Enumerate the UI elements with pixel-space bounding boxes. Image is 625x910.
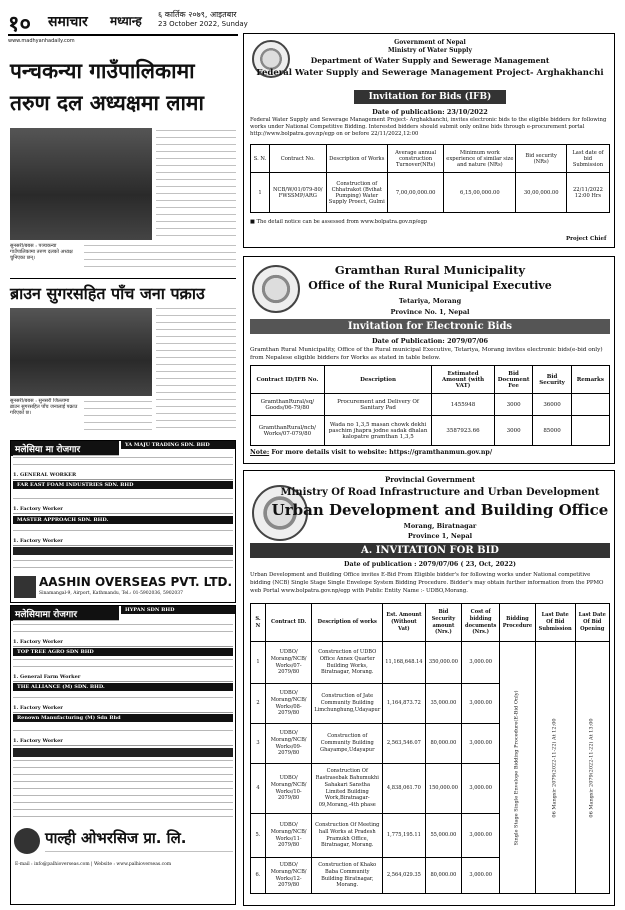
procedure-cell	[500, 642, 536, 894]
opening-cell	[575, 642, 610, 894]
cell: 7,00,00,000.00	[388, 173, 444, 213]
notice-udbo	[243, 470, 615, 906]
article-2-side	[156, 306, 236, 434]
th: S. N.	[251, 145, 270, 173]
company-2-2: TOP TREE AGRO SDN BHD	[13, 648, 233, 656]
cell: UDBO/ Morang/NCB/ Works/07-2079/80	[265, 642, 311, 684]
cell: Wada no 1,3,5 masan chowk dekhi paschim jhapra jodne sadak dhalan kalopatre gramthan 1,3,5	[324, 416, 432, 446]
th: Description	[324, 366, 432, 394]
paper-name: मध्यान्ह	[110, 14, 142, 28]
cell: 80,000.00	[425, 724, 462, 764]
ifb3-table	[250, 603, 610, 894]
udbo-province-gov: Provincial Government	[384, 475, 476, 484]
cell: 22/11/2022 12:00 Hrs	[566, 173, 609, 213]
ifb1-date: Date of publication: 23/10/2022	[372, 108, 488, 116]
cell: 3587923.66	[432, 416, 494, 446]
ifb2-note-label: Note:	[250, 449, 270, 456]
jobs-ad-1-title: मलेसिया मा रोजगार	[11, 441, 119, 456]
jobs-ad-2-title: मलेसियामा रोजगार	[11, 606, 119, 621]
agency-2-name: पाल्ही ओभरसिज प्रा. लि.	[45, 829, 187, 847]
th: Minimum work experience of similar size and nature (NRs)	[444, 145, 516, 173]
cell: 3,000.00	[462, 814, 500, 858]
cell: 1	[251, 173, 270, 213]
cell: Procurement and Delivery Of Sanitary Pad	[324, 394, 432, 416]
cell: UDBO/ Morang/NCB/ Works/12-2079/80	[265, 858, 311, 894]
cell	[571, 394, 609, 416]
th: Remarks	[571, 366, 609, 394]
cell: 350,000.00	[425, 642, 462, 684]
th: Contract ID.	[265, 604, 311, 642]
article-1-text	[156, 126, 236, 242]
cell: 30,00,000.00	[516, 173, 566, 213]
cell: 80,000.00	[425, 858, 462, 894]
cell: 3,000.00	[462, 764, 500, 814]
cell: 1,164,873.72	[383, 684, 425, 724]
th: Last date of bid Submission	[566, 145, 609, 173]
ifb2-bar: Invitation for Electronic Bids	[250, 319, 610, 334]
jobs-ad-2	[10, 605, 236, 905]
th: Average annual construction Turnover(NRs)	[388, 145, 444, 173]
ifb2-table	[250, 365, 610, 446]
cell: Construction of Community Building Ghayampe,Udayapur	[312, 724, 383, 764]
cell: 2	[251, 684, 266, 724]
cell: 1	[251, 642, 266, 684]
cell: Construction of Chhatrakot (Bvihat Pumping) Water Supply Proect, Gulmi	[326, 173, 388, 213]
cell: 11,168,648.14	[383, 642, 425, 684]
company-1-3: MASTER APPROACH SDN. BHD.	[13, 516, 233, 524]
section-name: समाचार	[48, 14, 88, 30]
job-row-2-4: 1. Factory Worker	[13, 738, 233, 746]
company-1-1: YA MAJU TRADING SDN. BHD	[121, 441, 235, 449]
th: Cost of bidding documents (Nrs.)	[462, 604, 500, 642]
th: Bid security (NRs)	[516, 145, 566, 173]
ifb3-body: Urban Development and Building Office invites E-Bid From Eligible bidder's for following works under National competitive bidding (NCB) Single Stage Single Envelope System Bidding Procedure. Bidder's may obtain further information from the PPMO web Portal www.bolpatra.gov.np/egp with Public Entity Name :- UDBO,Morang.	[250, 572, 604, 594]
gramthan-title: Gramthan Rural Municipality	[334, 263, 526, 277]
company-1-2: FAR EAST FOAM INDUSTRIES SDN. BHD	[13, 481, 233, 489]
ifb3-bar: A. INVITATION FOR BID	[250, 543, 610, 558]
table-row	[251, 416, 610, 446]
article-2-body	[84, 398, 152, 436]
ifb2-body: Gramthan Rural Municipality, Office of the Rural municipal Executive, Tetariya, Morang invites electronic bids(e-bid only) from Nepalese eligible bidders for Works as stated in table below.	[250, 347, 603, 361]
udbo-province: Province 1, Nepal	[407, 532, 473, 540]
cell: Construction of Jate Community Building Limchunghung,Udayapur	[312, 684, 383, 724]
cell: 4	[251, 764, 266, 814]
headline-1a: पन्चकन्या गाउँपालिकामा	[10, 59, 195, 83]
table-row	[251, 173, 610, 213]
gov-label: Government of Nepal	[394, 39, 466, 46]
ifb1-note: ■ The detail notice can be assessed from www.bolpatra.gov.np/egp	[250, 219, 428, 225]
udbo-office: Urban Development and Building Office	[271, 501, 609, 519]
cell: NCB/W/01/079-80/ FWSSMP/ARG	[270, 173, 326, 213]
th: Last Date Of Bid Submission	[535, 604, 575, 642]
th: Description of works	[312, 604, 383, 642]
headline-1b: तरुण दल अध्यक्षमा लामा	[10, 91, 204, 115]
department-label: Department of Water Supply and Sewerage Management	[310, 56, 550, 65]
submission-text: 06 Mangsir 2079(2022-11-22) At 12:00	[551, 717, 558, 818]
agency-1-address: Sinamangal-9, Airport, Kathmandu, Tel.: 01-5902036, 5902037	[39, 591, 184, 596]
caption-2: सुनसरी/बबस : सुनसरी जिल्लामा ब्राउन सुगरसहित पाँच जनालाई पक्राउ गरिएको छ।	[10, 398, 78, 416]
company-2-3: THE ALLIANCE (M) SDN. BHD.	[13, 683, 233, 691]
udbo-place: Morang, Biratnagar	[403, 522, 477, 530]
cell: 35,000.00	[425, 684, 462, 724]
cell: 55,000.00	[425, 814, 462, 858]
table-row	[251, 394, 610, 416]
opening-text: 06 Mangsir 2079(2022-11-22) At 13:00	[588, 717, 595, 818]
job-row-1: 1. GENERAL WORKER	[13, 472, 233, 480]
cell: 36000	[533, 394, 571, 416]
cell: 1455948	[432, 394, 494, 416]
th: Bid Security amount (Nrs.)	[425, 604, 462, 642]
job-row-2-3: 1. Factory Worker	[13, 705, 233, 713]
company-2-1: HYPAN SDN BHD	[121, 606, 235, 614]
page-number: १०	[8, 12, 31, 37]
cell: GramthanRural/ncb/ Works/07-079/80	[251, 416, 325, 446]
cell: Construction of UDBO Office Annex Quarter Building Works, Biratnagar, Morang.	[312, 642, 383, 684]
cell: UDBO/ Morang/NCB/ Works/08-2079/80	[265, 684, 311, 724]
article-1-body	[84, 243, 236, 273]
gramthan-province: Province No. 1, Nepal	[390, 308, 470, 316]
th: Last Date Of Bid Opening	[575, 604, 610, 642]
agency-2-contact: E-mail : info@palhioverseas.com | Website : www.palhioverseas.com	[15, 862, 172, 867]
ministry-label: Ministry of Water Supply	[388, 47, 472, 54]
th: S. N	[251, 604, 266, 642]
job-row-3: 1. Factory Worker	[13, 538, 233, 546]
ifb1-body: Federal Water Supply and Sewerage Management Project- Arghakhanchi, invites electronic bids to the eligible bidders for following works under National Competitive Bidding. Interested bidders should submit only online bids through e-procurement portal http://www.bolpatra.gov.np/egp on or before 22/11/2022,12:00	[250, 117, 607, 137]
th: Description of Works	[326, 145, 388, 173]
date-nepali: ६ कार्तिक २०७९, आइतबार	[158, 10, 237, 19]
agency-2-logo	[14, 828, 40, 854]
cell: 3,000.00	[462, 642, 500, 684]
th: Bid Security	[533, 366, 571, 394]
cell: 6.	[251, 858, 266, 894]
cell: 2,563,546.07	[383, 724, 425, 764]
news-photo-2	[10, 308, 152, 396]
th: Bid Document Fee	[494, 366, 533, 394]
cell: 3000	[494, 416, 533, 446]
cell: 2,564,029.35	[383, 858, 425, 894]
th: Est. Amount (Without Vat)	[383, 604, 425, 642]
cell: 1,775,195.11	[383, 814, 425, 858]
submission-cell	[535, 642, 575, 894]
gramthan-office: Office of the Rural Municipal Executive	[308, 279, 552, 292]
website: www.madhyanhadaily.com	[8, 38, 75, 44]
ifb2-note	[250, 449, 492, 456]
notice-water-supply	[243, 33, 615, 248]
agency-1-name: AASHIN OVERSEAS PVT. LTD.	[39, 575, 233, 589]
cell: Construction Of Rastrasebak Bahumukhi Sahakari Sanstha Limited Building Work,Biratnagar-09,Morang,-4th phase	[312, 764, 383, 814]
ifb1-sign: Project Chief	[566, 236, 607, 242]
job-row-2: 1. Factory Worker	[13, 506, 233, 514]
cell: 3000	[494, 394, 533, 416]
job-row-2-2: 1. General Farm Worker	[13, 674, 233, 682]
cell: Construction of Khako Baba Community Building Biratnagar, Morang.	[312, 858, 383, 894]
ifb2-note-text: For more details visit to website: https://gramthanmun.gov.np/	[271, 449, 493, 456]
cell: Construction Of Meeting hall Works at Pradesh Pramukh Office, Biratnagar, Morang.	[312, 814, 383, 858]
udbo-ministry: Ministry Of Road Infrastructure and Urban Development	[280, 487, 600, 498]
job-row-2-1: 1. Factory Worker	[13, 639, 233, 647]
gramthan-place: Tetariya, Morang	[398, 297, 462, 305]
project-label: Federal Water Supply and Sewerage Management Project- Arghakhanchi	[256, 68, 604, 78]
caption-1: सुनसरी/बबस : पञ्चकन्या गाउँपालिकामा तरुण दलको अध्यक्ष चुनिएका छन्।	[10, 243, 73, 261]
jobs-ad-1	[10, 440, 236, 603]
ifb3-date: Date of publication : 2079/07/06 ( 23, Oct, 2022)	[344, 561, 516, 568]
procedure-text: Single Stage Single Envelope Bidding Procedure(E-Bid Only)	[514, 689, 521, 846]
cell: 150,000.00	[425, 764, 462, 814]
table-row	[251, 642, 610, 684]
ifb1-bar: Invitation for Bids (IFB)	[354, 90, 506, 104]
headline-2: ब्राउन सुगरसहित पाँच जना पक्राउ	[10, 284, 205, 303]
cell: 4,838,061.70	[383, 764, 425, 814]
ifb1-table	[250, 144, 610, 213]
notice-gramthan	[243, 256, 615, 464]
agency-1-logo	[14, 576, 36, 598]
news-photo-1	[10, 128, 152, 240]
date-english: 23 October 2022, Sunday	[158, 20, 248, 28]
cell: 6,15,00,000.00	[444, 173, 516, 213]
cell: 3,000.00	[462, 724, 500, 764]
cell: GramthanRural/sq/ Goods/06-79/80	[251, 394, 325, 416]
cell	[571, 416, 609, 446]
cell: 3,000.00	[462, 684, 500, 724]
ifb1-note-text: The detail notice can be assessed from www.bolpatra.gov.np/egp	[256, 219, 428, 225]
th: Estimated Amount (with VAT)	[432, 366, 494, 394]
cell: UDBO/ Morang/NCB/ Works/11-2079/80	[265, 814, 311, 858]
cell: 5.	[251, 814, 266, 858]
th: Contract No.	[270, 145, 326, 173]
ifb2-date: Date of Publication: 2079/07/06	[371, 337, 489, 345]
cell: 85000	[533, 416, 571, 446]
th: Bidding Procedure	[500, 604, 536, 642]
cell: UDBO/ Morang/NCB/ Works/09-2079/80	[265, 724, 311, 764]
cell: UDBO/ Morang/NCB/ Works/10-2079/80	[265, 764, 311, 814]
company-2-4: Renown Manufacturing (M) Sdn Bhd	[13, 714, 233, 722]
th: Contract ID/IFB No.	[251, 366, 325, 394]
cell: 3,000.00	[462, 858, 500, 894]
cell: 3	[251, 724, 266, 764]
